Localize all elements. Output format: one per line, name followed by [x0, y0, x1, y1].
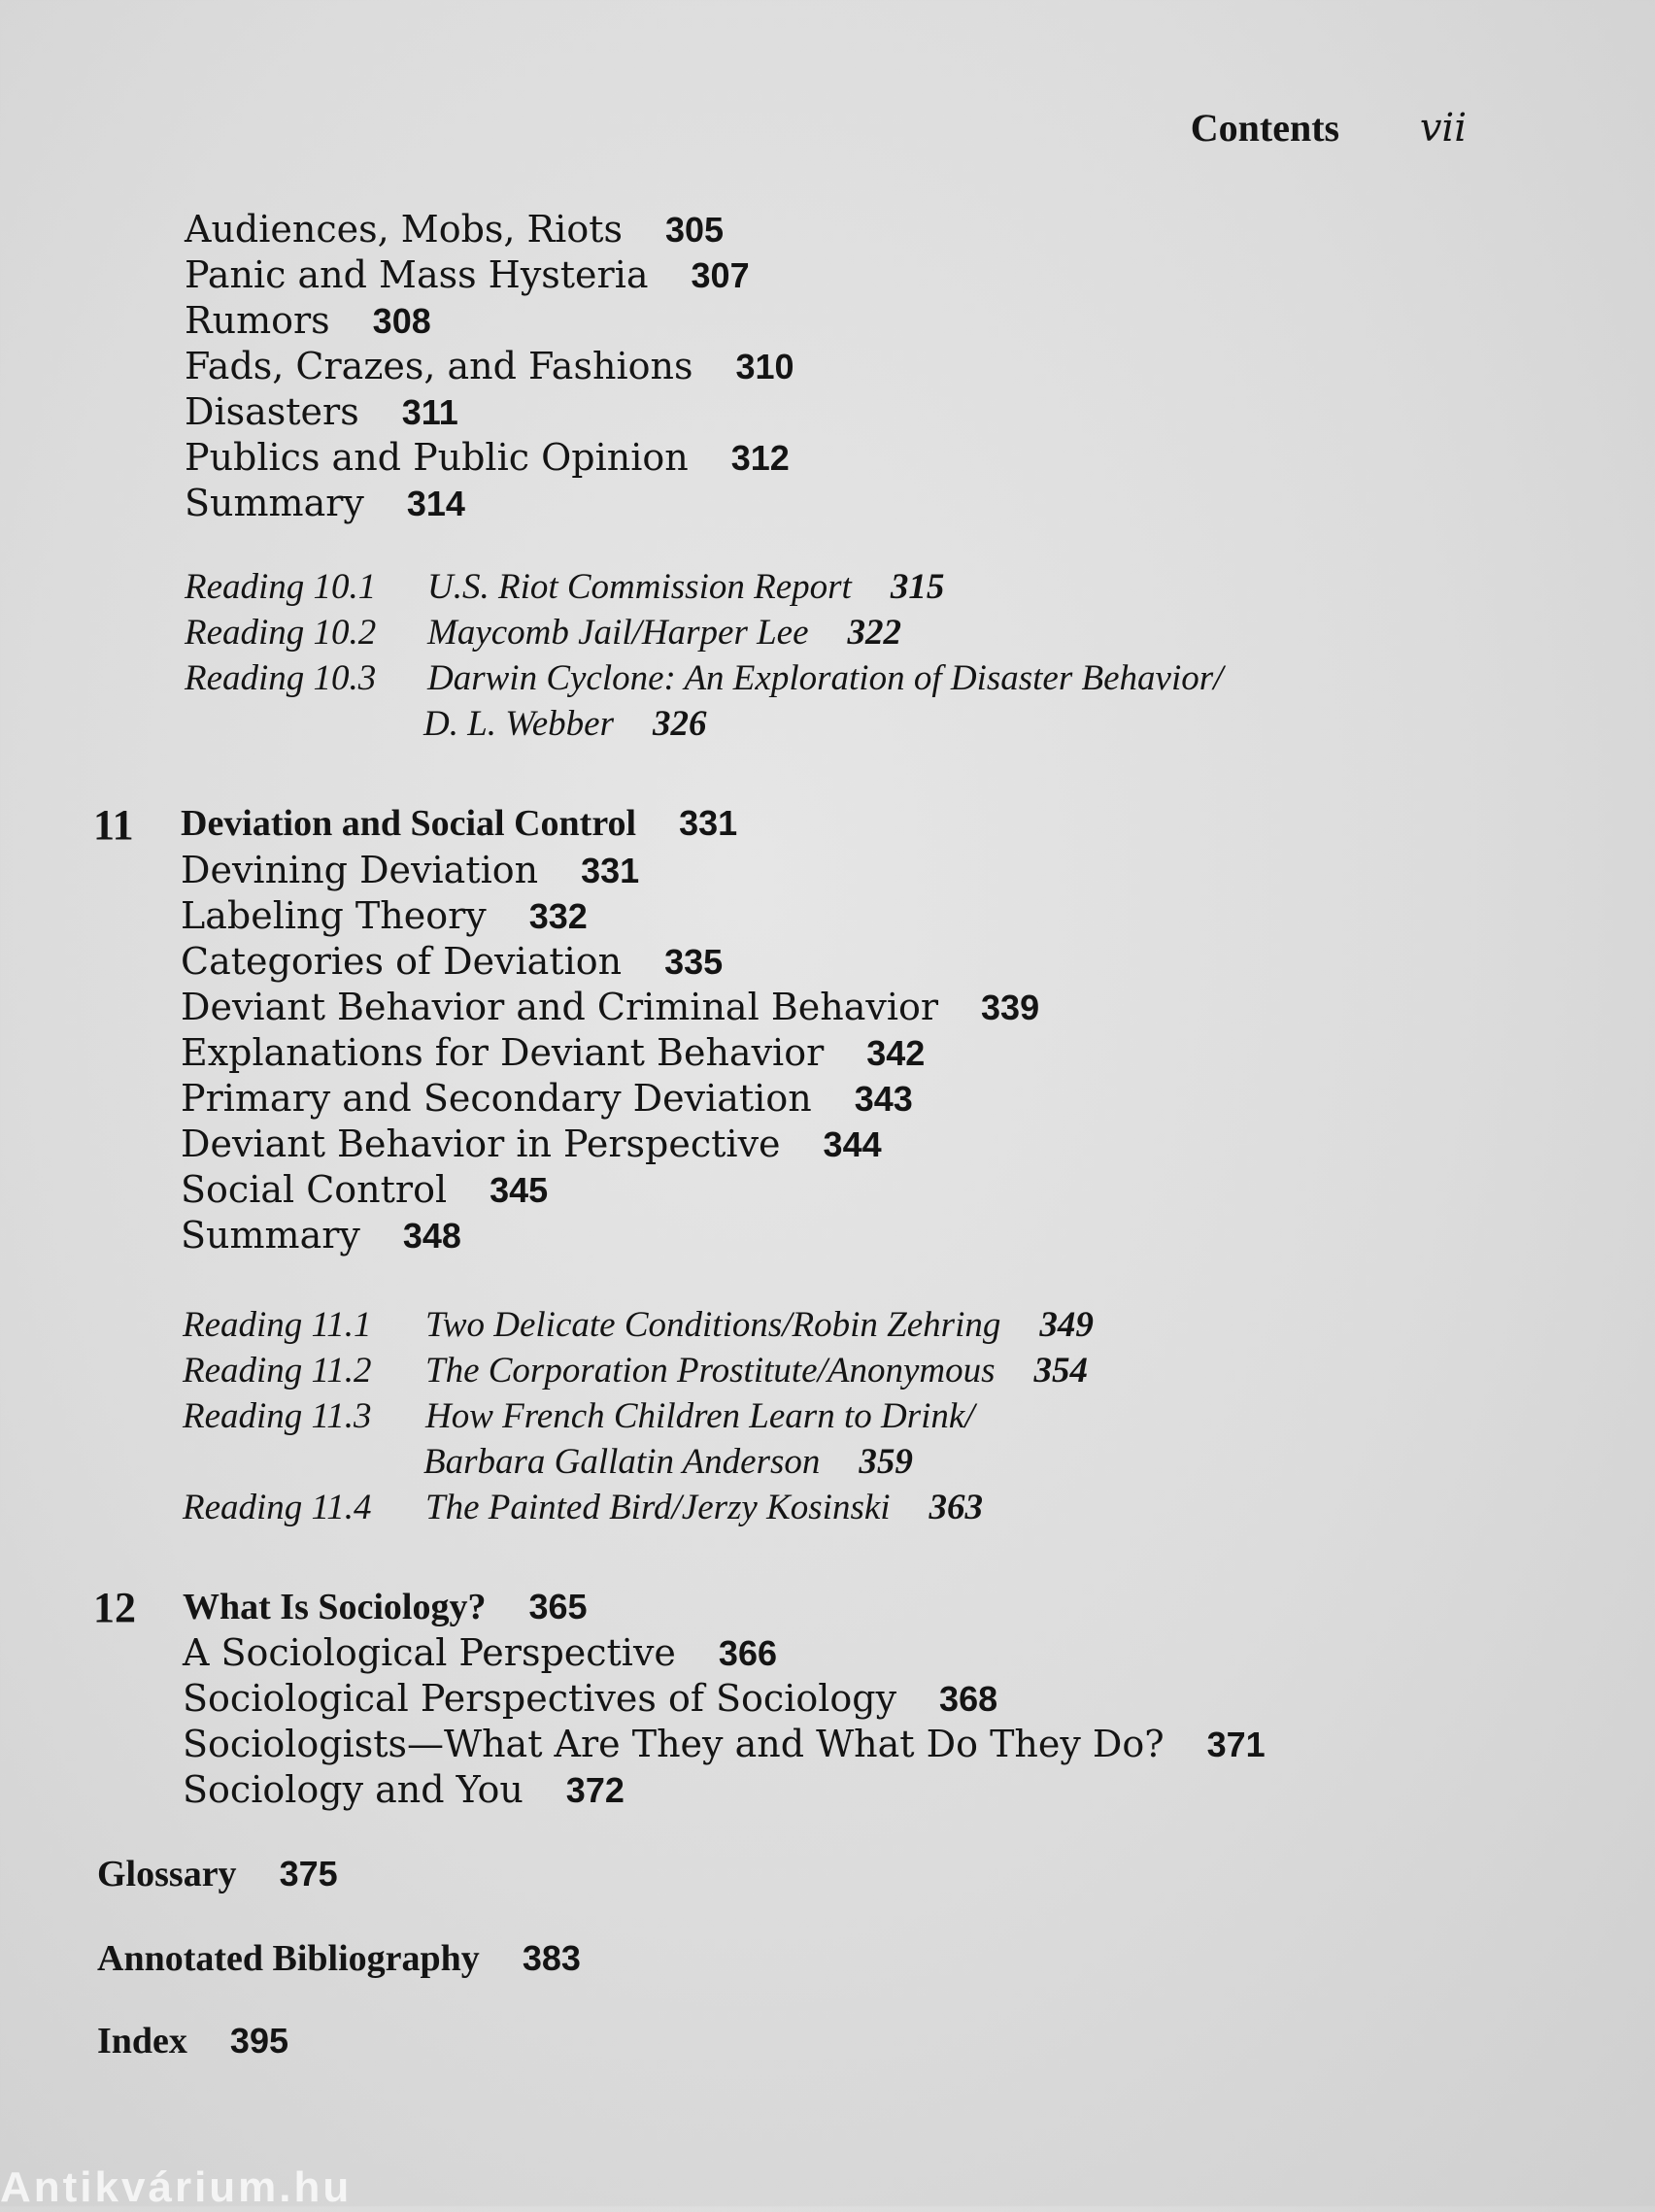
reading-title: The Painted Bird/Jerzy Kosinski — [425, 1488, 891, 1527]
header-title: Contents — [1190, 106, 1340, 150]
backmatter-page: 395 — [229, 2021, 288, 2061]
reading-entry — [185, 569, 944, 605]
reading-label: Reading 10.2 — [185, 613, 377, 653]
entry-page: 366 — [718, 1633, 777, 1673]
entry-title: Rumors — [185, 299, 330, 342]
reading-label: Reading 10.3 — [185, 658, 377, 698]
entry-title: Labeling Theory — [181, 894, 487, 937]
entry-page: 331 — [581, 851, 640, 890]
reading-author: D. L. Webber — [423, 704, 614, 744]
reading-title: How French Children Learn to Drink/ — [425, 1396, 975, 1436]
backmatter-title: Index — [97, 2021, 187, 2061]
entry-title: Fads, Crazes, and Fashions — [185, 345, 693, 387]
entry-title: Disasters — [185, 390, 359, 433]
entry-page: 344 — [823, 1124, 882, 1164]
toc-entry — [185, 482, 465, 524]
chapter-page: 365 — [528, 1587, 588, 1626]
chapter-title: Deviation and Social Control — [181, 803, 637, 844]
backmatter-page: 383 — [522, 1938, 581, 1978]
chapter-title: What Is Sociology? — [183, 1587, 487, 1627]
reading-title: The Corporation Prostitute/Anonymous — [425, 1351, 996, 1391]
toc-entry — [183, 1768, 625, 1811]
reading-title: Maycomb Jail/Harper Lee — [427, 613, 809, 653]
entry-page: 335 — [664, 942, 724, 982]
reading-title: U.S. Riot Commission Report — [427, 567, 852, 607]
entry-title: Primary and Secondary Deviation — [181, 1077, 812, 1120]
reading-title: Darwin Cyclone: An Exploration of Disaster Behavior/ — [427, 658, 1224, 698]
entry-page: 332 — [528, 896, 588, 936]
reading-entry — [183, 1398, 975, 1434]
reading-entry — [185, 660, 1223, 696]
entry-title: Social Control — [181, 1168, 448, 1211]
chapter-page: 331 — [679, 803, 738, 843]
toc-entry — [185, 208, 725, 251]
watermark: Antikvárium.hu — [0, 2163, 353, 2211]
entry-page: 368 — [939, 1679, 998, 1719]
entry-page: 345 — [490, 1170, 549, 1210]
reading-page: 326 — [652, 704, 707, 744]
reading-page: 363 — [929, 1488, 984, 1527]
entry-page: 307 — [691, 255, 750, 295]
reading-continuation — [423, 706, 706, 742]
toc-entry — [181, 1214, 461, 1257]
entry-title: Sociologists—What Are They and What Do They Do? — [183, 1723, 1165, 1765]
toc-entry — [181, 940, 724, 983]
running-header — [1191, 105, 1467, 151]
entry-page: 371 — [1206, 1725, 1266, 1764]
toc-entry — [181, 849, 640, 891]
entry-title: Categories of Deviation — [181, 940, 623, 983]
toc-entry — [181, 986, 1040, 1028]
backmatter-title: Annotated Bibliography — [97, 1938, 480, 1979]
reading-entry — [183, 1490, 983, 1525]
reading-entry — [185, 615, 901, 651]
toc-entry — [185, 299, 431, 342]
backmatter-entry — [97, 1853, 338, 1895]
entry-page: 342 — [866, 1033, 926, 1073]
toc-entry — [185, 436, 790, 479]
entry-page: 305 — [664, 210, 725, 250]
toc-entry — [185, 390, 458, 433]
entry-page: 339 — [981, 988, 1040, 1027]
toc-entry — [181, 1031, 926, 1074]
toc-entry — [185, 253, 750, 296]
toc-entry — [181, 1168, 549, 1211]
chapter-heading — [181, 804, 737, 842]
chapter-number: 12 — [93, 1584, 136, 1631]
reading-author: Barbara Gallatin Anderson — [423, 1442, 821, 1482]
reading-page: 359 — [859, 1442, 913, 1482]
entry-title: Deviant Behavior in Perspective — [181, 1123, 781, 1165]
toc-entry — [183, 1631, 777, 1674]
backmatter-entry — [97, 2020, 288, 2062]
entry-page: 310 — [735, 347, 794, 386]
entry-title: Sociology and You — [183, 1768, 524, 1811]
reading-label: Reading 11.1 — [183, 1305, 372, 1345]
entry-title: Summary — [185, 482, 364, 524]
entry-page: 343 — [854, 1079, 913, 1119]
entry-title: Audiences, Mobs, Riots — [185, 208, 623, 251]
reading-title: Two Delicate Conditions/Robin Zehring — [425, 1305, 1001, 1345]
entry-page: 311 — [401, 392, 458, 432]
reading-label: Reading 10.1 — [185, 567, 377, 607]
entry-page: 312 — [730, 438, 790, 478]
entry-title: Deviant Behavior and Criminal Behavior — [181, 986, 939, 1028]
backmatter-title: Glossary — [97, 1854, 237, 1894]
entry-title: Publics and Public Opinion — [185, 436, 689, 479]
entry-title: Explanations for Deviant Behavior — [181, 1031, 825, 1074]
header-page-number: vii — [1419, 106, 1467, 151]
entry-title: Sociological Perspectives of Sociology — [183, 1677, 897, 1720]
reading-entry — [183, 1353, 1088, 1389]
toc-entry — [181, 1077, 913, 1120]
toc-entry — [181, 1123, 882, 1165]
reading-page: 322 — [847, 613, 902, 653]
entry-title: Devining Deviation — [181, 849, 539, 891]
reading-page: 354 — [1033, 1351, 1089, 1391]
toc-entry — [183, 1677, 998, 1720]
entry-title: A Sociological Perspective — [183, 1631, 676, 1674]
toc-entry — [183, 1723, 1266, 1765]
toc-entry — [185, 345, 794, 387]
entry-page: 314 — [406, 484, 465, 523]
entry-page: 348 — [402, 1216, 461, 1256]
reading-label: Reading 11.3 — [183, 1396, 372, 1436]
backmatter-entry — [97, 1937, 581, 1980]
reading-page: 349 — [1039, 1305, 1094, 1345]
reading-continuation — [423, 1444, 913, 1480]
reading-label: Reading 11.4 — [183, 1488, 372, 1527]
reading-page: 315 — [890, 567, 945, 607]
entry-title: Panic and Mass Hysteria — [185, 253, 649, 296]
reading-label: Reading 11.2 — [183, 1351, 372, 1391]
entry-page: 372 — [565, 1770, 625, 1810]
chapter-number: 11 — [93, 801, 134, 849]
toc-entry — [181, 894, 588, 937]
chapter-heading — [183, 1588, 588, 1625]
reading-entry — [183, 1307, 1094, 1343]
backmatter-page: 375 — [279, 1854, 338, 1894]
entry-title: Summary — [181, 1214, 360, 1257]
entry-page: 308 — [372, 301, 431, 341]
